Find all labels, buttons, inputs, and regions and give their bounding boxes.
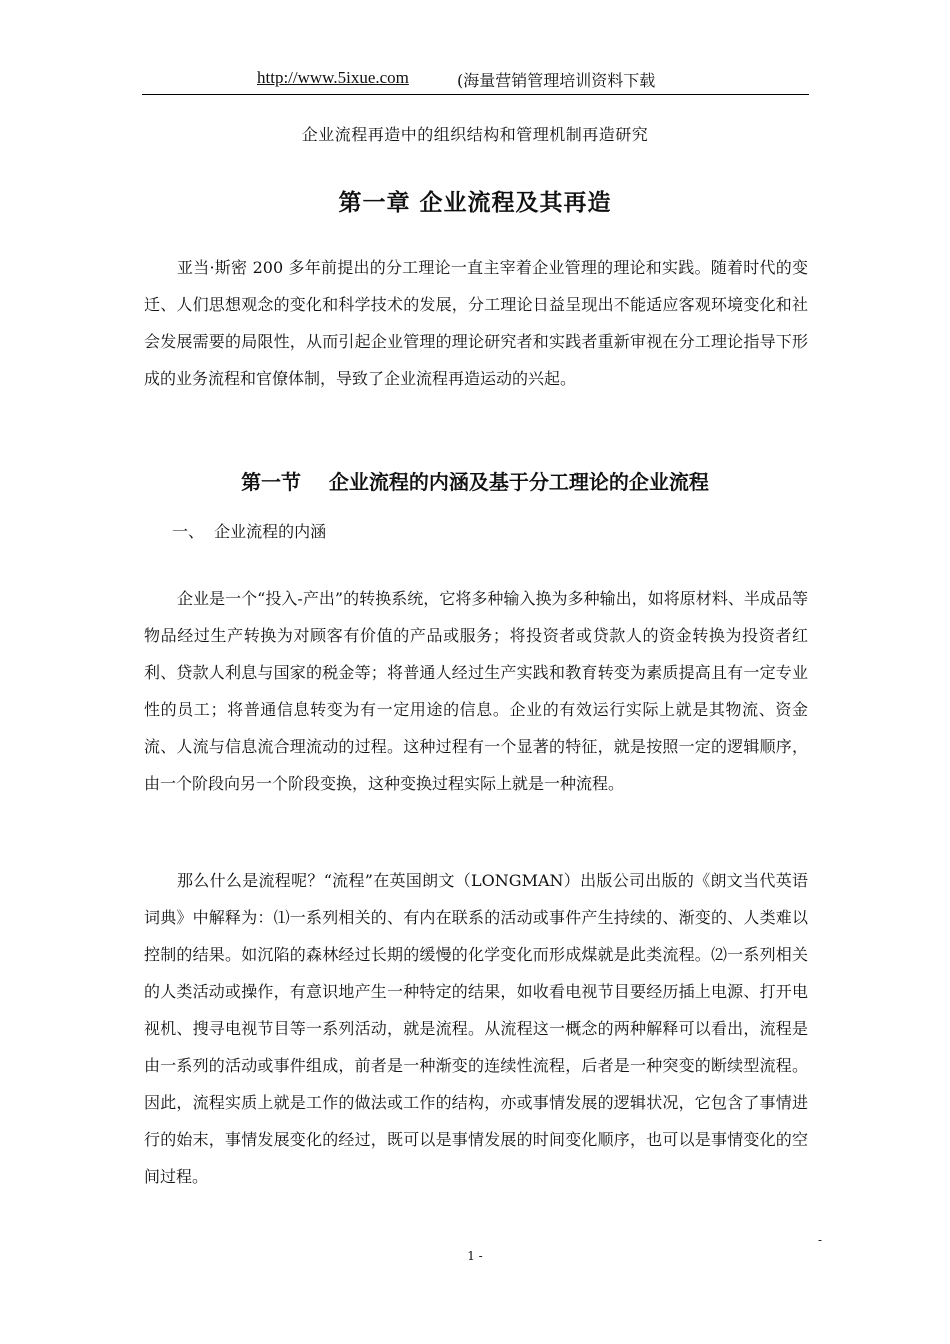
document-title: 企业流程再造中的组织结构和管理机制再造研究 — [301, 125, 649, 144]
header-url-link[interactable]: http://www.5ixue.com — [257, 68, 409, 87]
subsection-heading: 一、 企业流程的内涵 — [172, 522, 327, 541]
section-title: 第一节 企业流程的内涵及基于分工理论的企业流程 — [241, 470, 709, 494]
corner-mark: - — [818, 1233, 823, 1247]
page-header — [142, 66, 809, 95]
body-paragraph-enterprise: 企业是一个“投入-产出”的转换系统，它将多种输入换为多种输出，如将原材料、半成品等物品经过生产转换为对顾客有价值的产品或服务；将投资者或贷款人的资金转换为投资者红利、贷款人利息与国家的税金等；将普通人经过生产实践和教育转变为素质提高且有一定专业性的员工；将普通信息转变为有一定用途的信息。企业的有效运行实际上就是其物流、资金流、人流与信息流合理流动的过程。这种过程有一个显著的特征，就是按照一定的逻辑顺序，由一个阶段向另一个阶段变换，这种变换过程实际上就是一种流程。 — [144, 589, 808, 793]
chapter-title: 第一章 企业流程及其再造 — [338, 189, 612, 216]
page-number: 1 - — [467, 1249, 483, 1263]
header-tagline: (海量营销管理培训资料下载 — [457, 71, 656, 90]
intro-paragraph: 亚当·斯密 200 多年前提出的分工理论一直主宰着企业管理的理论和实践。随着时代的变迁、人们思想观念的变化和科学技术的发展，分工理论日益呈现出不能适应客观环境变化和社会发展需要的局限性，从而引起企业管理的理论研究者和实践者重新审视在分工理论指导下形成的业务流程和官僚体制，导致了企业流程再造运动的兴起。 — [144, 258, 808, 388]
body-paragraph-process-definition: 那么什么是流程呢？“流程”在英国朗文（LONGMAN）出版公司出版的《朗文当代英语词典》中解释为：⑴一系列相关的、有内在联系的活动或事件产生持续的、渐变的、人类难以控制的结果。如沉陷的森林经过长期的缓慢的化学变化而形成煤就是此类流程。⑵一系列相关的人类活动或操作，有意识地产生一种特定的结果，如收看电视节目要经历插上电源、打开电视机、搜寻电视节目等一系列活动，就是流程。从流程这一概念的两种解释可以看出，流程是由一系列的活动或事件组成，前者是一种渐变的连续性流程，后者是一种突变的断续型流程。因此，流程实质上就是工作的做法或工作的结构，亦或事情发展的逻辑状况，它包含了事情进行的始末，事情发展变化的经过，既可以是事情发展的时间变化顺序，也可以是事情变化的空间过程。 — [144, 871, 808, 1186]
